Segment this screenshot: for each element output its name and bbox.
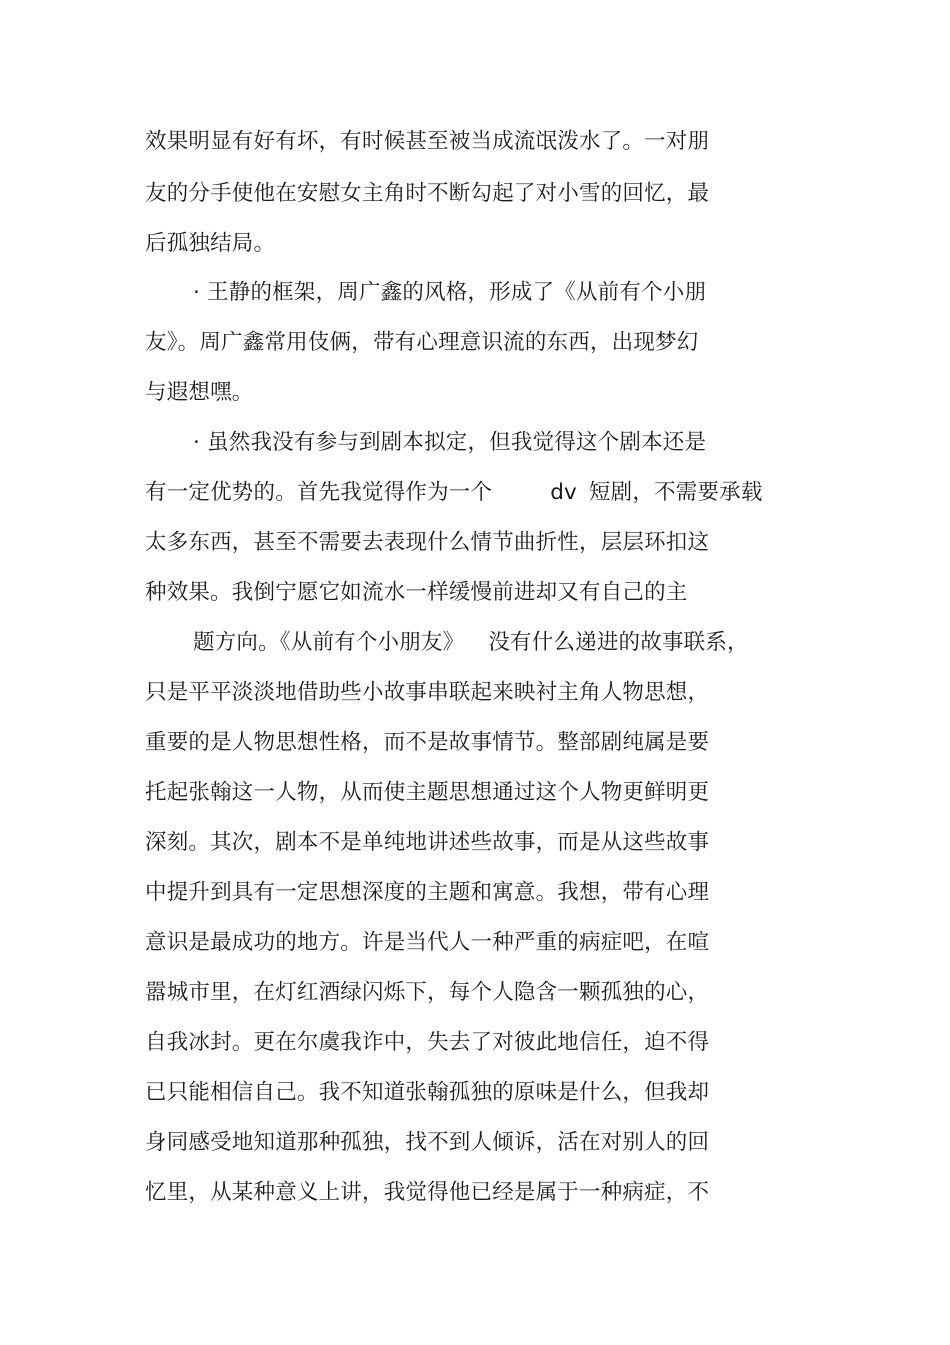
text-line: 身同感受地知道那种孤独，找不到人倾诉，活在对别人的回: [145, 1130, 710, 1155]
bullet-paragraph-line: · 虽然我没有参与到剧本拟定，但我觉得这个剧本还是: [193, 430, 707, 455]
text-segment: 短剧，不需要承载: [588, 480, 763, 505]
text-line: 效果明显有好有坏，有时候甚至被当成流氓泼水了。一对朋: [145, 129, 710, 154]
text-segment-dv: dv: [550, 480, 577, 505]
text-line: 自我冰封。更在尔虞我诈中，失去了对彼此地信任，迫不得: [145, 1030, 710, 1055]
text-line: 深刻。其次，剧本不是单纯地讲述些故事，而是从这些故事: [145, 830, 710, 855]
text-segment: 有一定优势的。首先我觉得作为一个: [145, 480, 493, 505]
text-line: 托起张翰这一人物，从而使主题思想通过这个人物更鲜明更: [145, 780, 710, 805]
text-line: 与遐想嘿。: [145, 380, 254, 405]
text-line: 嚣城市里，在灯红酒绿闪烁下，每个人隐含一颗孤独的心，: [145, 980, 710, 1005]
text-line: 忆里，从某种意义上讲，我觉得他已经是属于一种病症，不: [145, 1180, 710, 1205]
text-segment: 题方向。《从前有个小朋友》: [193, 630, 465, 655]
text-line: 中提升到具有一定思想深度的主题和寓意。我想，带有心理: [145, 880, 710, 905]
text-line: 友的分手使他在安慰女主角时不断勾起了对小雪的回忆，最: [145, 181, 710, 206]
text-line: 只是平平淡淡地借助些小故事串联起来映衬主角人物思想，: [145, 680, 710, 705]
text-line: [145, 479, 763, 507]
text-line: 种效果。我倒宁愿它如流水一样缓慢前进却又有自己的主: [145, 580, 688, 605]
text-line: 友》。周广鑫常用伎俩，带有心理意识流的东西，出现梦幻: [145, 330, 699, 355]
text-line: 意识是最成功的地方。许是当代人一种严重的病症吧，在喧: [145, 930, 710, 955]
bullet-paragraph-line: · 王静的框架，周广鑫的风格，形成了《从前有个小朋: [193, 280, 707, 305]
text-line: 重要的是人物思想性格，而不是故事情节。整部剧纯属是要: [145, 730, 710, 755]
text-segment: 没有什么递进的故事联系，: [488, 630, 749, 655]
text-line: 后孤独结局。: [145, 231, 276, 256]
text-line: [193, 629, 749, 657]
text-line: 太多东西，甚至不需要去表现什么情节曲折性，层层环扣这: [145, 530, 710, 555]
text-line: 已只能相信自己。我不知道张翰孤独的原味是什么，但我却: [145, 1080, 710, 1105]
